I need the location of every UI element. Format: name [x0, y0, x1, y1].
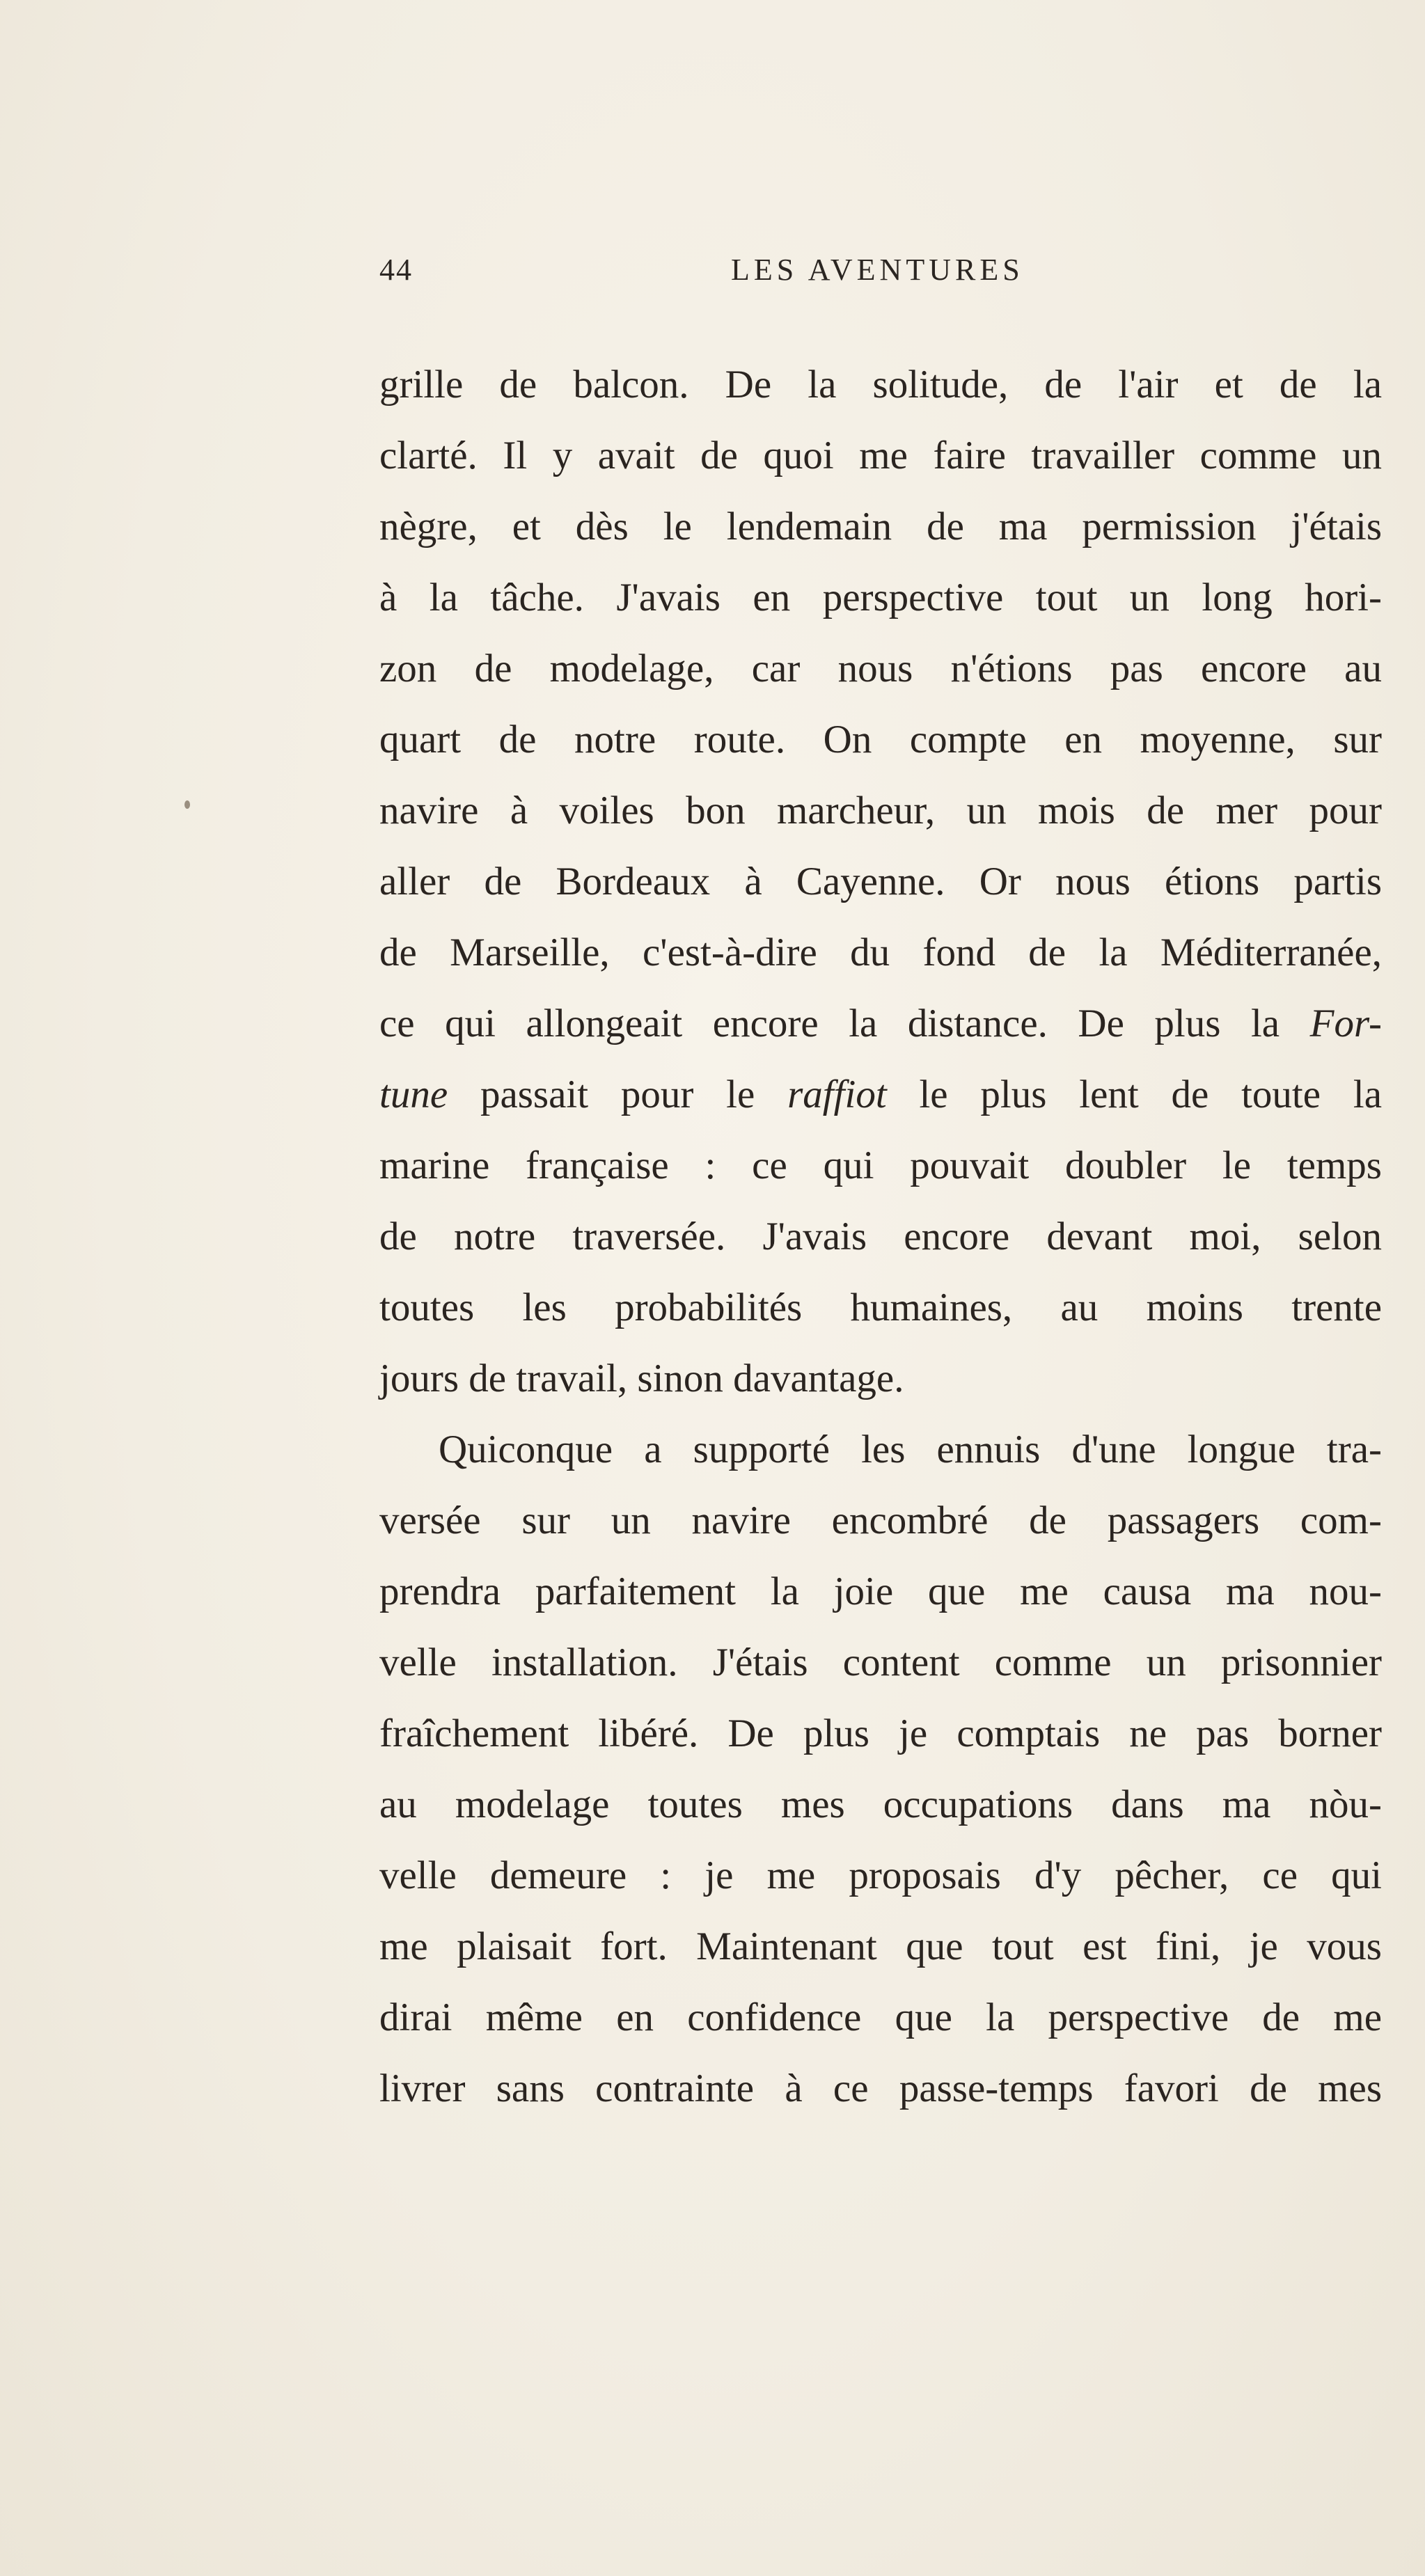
text-line: prendra parfaitement la joie que me causa ma nou- — [379, 1570, 1382, 1613]
text-line: Quiconque a supporté les ennuis d'une longue tra- — [439, 1428, 1382, 1471]
text-line: me plaisait fort. Maintenant que tout est fini, je vous — [379, 1925, 1382, 1968]
text-line: versée sur un navire encombré de passagers com- — [379, 1499, 1382, 1542]
running-header — [379, 252, 1378, 301]
text-line: de Marseille, c'est-à-dire du fond de la Méditerranée, — [379, 931, 1382, 974]
text-line — [379, 1059, 1382, 1130]
page-number: 44 — [379, 253, 413, 287]
text-line: à la tâche. J'avais en perspective tout un long hori- — [379, 576, 1382, 619]
text-line: clarté. Il y avait de quoi me faire travailler comme un — [379, 434, 1382, 477]
text-line: dirai même en confidence que la perspective de me — [379, 1996, 1382, 2039]
text-line: velle installation. J'étais content comme un prisonnier — [379, 1641, 1382, 1684]
text-line: aller de Bordeaux à Cayenne. Or nous étions partis — [379, 860, 1382, 903]
italic-word: tune — [379, 1073, 448, 1116]
text-segment: ce qui allongeait encore la distance. De plus la — [379, 1002, 1280, 1045]
text-line: livrer sans contrainte à ce passe-temps favori de mes — [379, 2067, 1382, 2110]
text-line: toutes les probabilités humaines, au moins trente — [379, 1286, 1382, 1329]
italic-word: raffiot — [787, 1073, 887, 1116]
text-line: nègre, et dès le lendemain de ma permission j'étais — [379, 505, 1382, 548]
text-line: velle demeure : je me proposais d'y pêcher, ce qui — [379, 1854, 1382, 1897]
italic-word: For- — [1309, 1002, 1382, 1045]
text-line: navire à voiles bon marcheur, un mois de mer pour — [379, 789, 1382, 832]
text-line: marine française : ce qui pouvait doubler le temps — [379, 1144, 1382, 1187]
text-line: grille de balcon. De la solitude, de l'air et de la — [379, 363, 1382, 406]
running-title: LES AVENTURES — [731, 253, 1024, 287]
text-line: zon de modelage, car nous n'étions pas encore au — [379, 647, 1382, 690]
text-line: au modelage toutes mes occupations dans ma nòu- — [379, 1783, 1382, 1826]
text-line: de notre traversée. J'avais encore devant moi, selon — [379, 1215, 1382, 1258]
text-segment: passait pour le — [480, 1073, 755, 1116]
text-line: jours de travail, sinon davantage. — [379, 1357, 904, 1400]
text-line: quart de notre route. On compte en moyenne, sur — [379, 718, 1382, 761]
text-line: fraîchement libéré. De plus je comptais ne pas borner — [379, 1712, 1382, 1755]
text-line — [379, 988, 1382, 1059]
ink-speck — [184, 800, 190, 809]
text-segment: le plus lent de toute la — [919, 1073, 1383, 1116]
body-text — [379, 349, 1382, 2124]
